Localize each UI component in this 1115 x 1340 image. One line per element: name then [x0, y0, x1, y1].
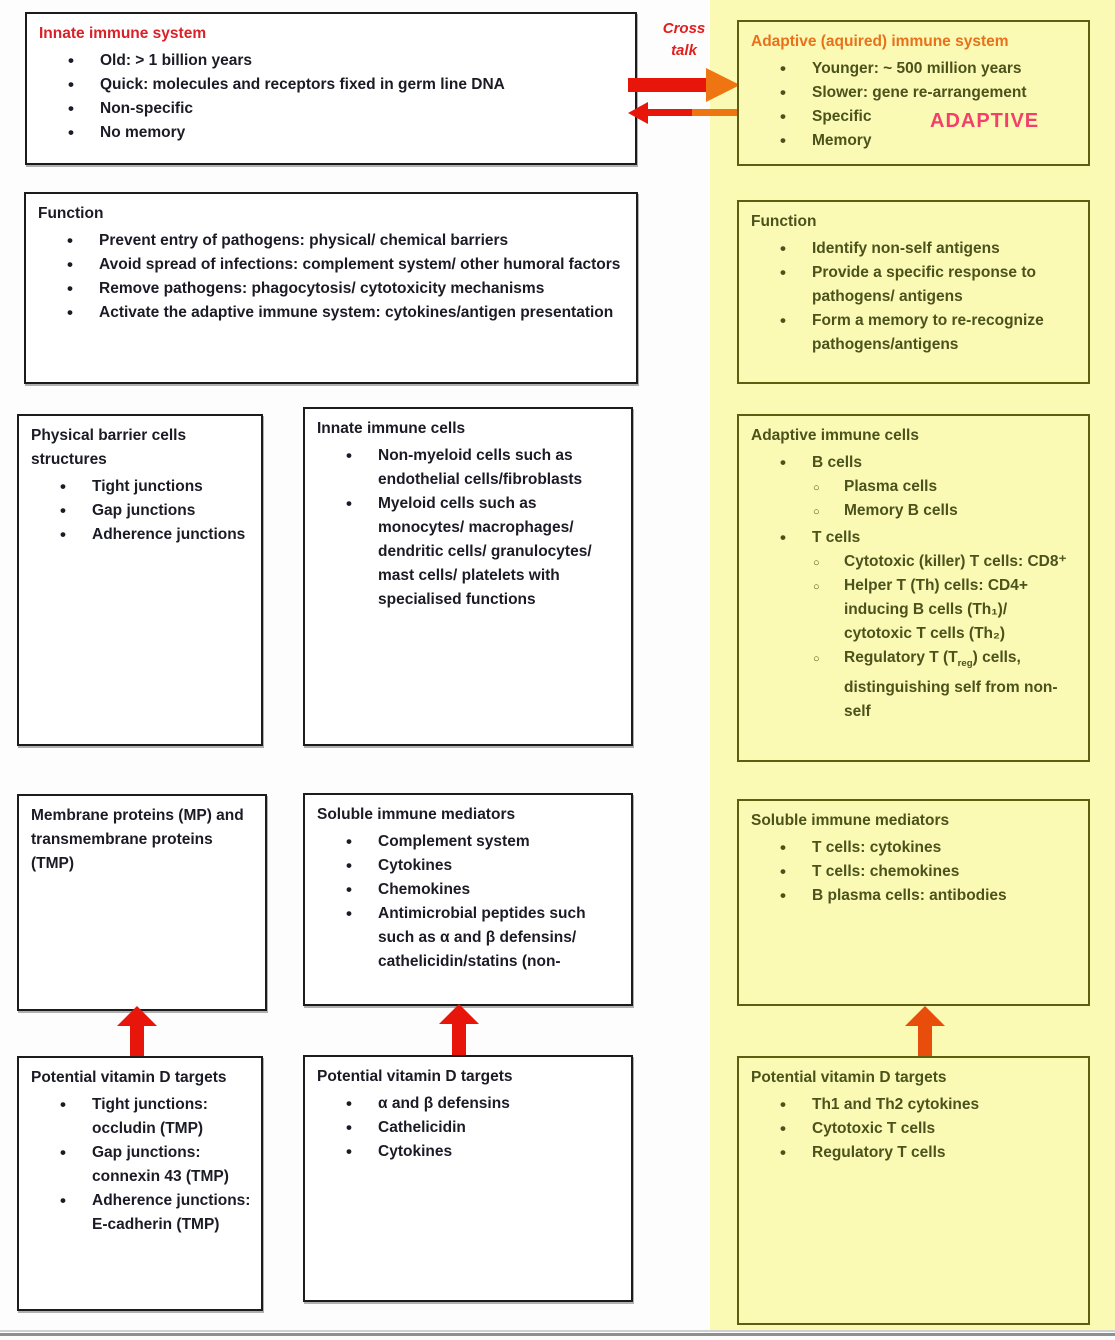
- list-item: • Specific: [767, 105, 1078, 129]
- list-item: • Adherence junctions: [47, 523, 251, 547]
- adaptive-cells-list: [739, 451, 1088, 475]
- innate-cells-title: Innate immune cells: [317, 420, 466, 437]
- list-item: • No memory: [55, 121, 625, 145]
- list-item: • α and β defensins: [333, 1092, 621, 1116]
- physical-barrier-title: Physical barrier cells structures: [31, 427, 187, 468]
- soluble-mediators-adaptive-title: Soluble immune mediators: [751, 812, 950, 829]
- innate-system-list: [27, 49, 635, 145]
- vitd-targets-right-title: Potential vitamin D targets: [751, 1069, 947, 1086]
- vitd-arrow-up-right-icon: [903, 1006, 947, 1058]
- list-item: • Adherence junctions: E-cadherin (TMP): [47, 1189, 251, 1237]
- list-item: ○ Plasma cells: [801, 475, 1084, 499]
- list-item: • Th1 and Th2 cytokines: [767, 1093, 1078, 1117]
- vitd-targets-middle-title: Potential vitamin D targets: [317, 1068, 513, 1085]
- vitd-targets-right-list: [739, 1093, 1088, 1165]
- list-item: ○ Cytotoxic (killer) T cells: CD8⁺: [801, 550, 1084, 574]
- list-item: • Gap junctions: connexin 43 (TMP): [47, 1141, 251, 1189]
- innate-system-box: [25, 12, 637, 165]
- list-item: • Tight junctions: occludin (TMP): [47, 1093, 251, 1141]
- bottom-divider-light: [0, 1330, 1115, 1332]
- treg-post: ) cells, distinguishing self from non-self: [844, 649, 1058, 721]
- adaptive-system-box: [737, 20, 1090, 166]
- innate-function-title: Function: [38, 205, 104, 222]
- physical-barrier-list: [19, 475, 261, 547]
- list-item: • Form a memory to re-recognize pathogens/antigens: [767, 309, 1078, 357]
- adaptive-function-box: [737, 200, 1090, 384]
- membrane-proteins-box: [17, 794, 267, 1011]
- cross-talk-line1: Cross: [662, 20, 706, 37]
- vitd-targets-middle-list: [305, 1092, 631, 1164]
- list-item: • Provide a specific response to pathogens/ antigens: [767, 261, 1078, 309]
- list-item: • Cytokines: [333, 1140, 621, 1164]
- membrane-proteins-title: Membrane proteins (MP) and transmembrane proteins (TMP): [31, 807, 244, 872]
- list-item: • Non-specific: [55, 97, 625, 121]
- list-item: • Identify non-self antigens: [767, 237, 1078, 261]
- vitd-targets-middle-box: [303, 1055, 633, 1302]
- soluble-mediators-adaptive-list: [739, 836, 1088, 908]
- t-cells-sublist: [739, 550, 1088, 724]
- list-item: • Tight junctions: [47, 475, 251, 499]
- list-item: • Complement system: [333, 830, 621, 854]
- vitd-targets-right-box: [737, 1056, 1090, 1325]
- cross-talk-arrow-left-icon: [628, 100, 740, 126]
- vitd-targets-left-list: [19, 1093, 261, 1237]
- list-item: ○ Memory B cells: [801, 499, 1084, 523]
- innate-system-title: Innate immune system: [39, 25, 207, 42]
- list-item: ○ Helper T (Th) cells: CD4+ inducing B cells (Th₁)/ cytotoxic T cells (Th₂): [801, 574, 1084, 646]
- treg-pre: Regulatory T (T: [844, 649, 958, 666]
- vitd-arrow-up-middle-icon: [437, 1004, 481, 1058]
- list-item: • Regulatory T cells: [767, 1141, 1078, 1165]
- list-item: • Gap junctions: [47, 499, 251, 523]
- list-item: • T cells: chemokines: [767, 860, 1078, 884]
- list-item: • Antimicrobial peptides such such as α and β defensins/ cathelicidin/statins (non-: [333, 902, 621, 974]
- list-item: • Old: > 1 billion years: [55, 49, 625, 73]
- soluble-mediators-innate-list: [305, 830, 631, 974]
- list-item: • Memory: [767, 129, 1078, 153]
- list-item: • Myeloid cells such as monocytes/ macrophages/ dendritic cells/ granulocytes/ mast cells/ platelets with specialised functions: [333, 492, 621, 612]
- bottom-divider-dark: [0, 1333, 1115, 1336]
- list-item: • Avoid spread of infections: complement system/ other humoral factors: [54, 253, 626, 277]
- list-item: • Cathelicidin: [333, 1116, 621, 1140]
- soluble-mediators-innate-box: [303, 793, 633, 1006]
- innate-function-box: [24, 192, 638, 384]
- list-item: • Prevent entry of pathogens: physical/ chemical barriers: [54, 229, 626, 253]
- cross-talk-label: [645, 18, 723, 62]
- adaptive-function-list: [739, 237, 1088, 357]
- list-item: • Slower: gene re-arrangement: [767, 81, 1078, 105]
- innate-cells-box: [303, 407, 633, 746]
- list-item: • Remove pathogens: phagocytosis/ cytotoxicity mechanisms: [54, 277, 626, 301]
- adaptive-cells-title: Adaptive immune cells: [751, 427, 919, 444]
- list-item: • Quick: molecules and receptors fixed in germ line DNA: [55, 73, 625, 97]
- list-item: • Cytokines: [333, 854, 621, 878]
- vitd-targets-left-box: [17, 1056, 263, 1311]
- soluble-mediators-innate-title: Soluble immune mediators: [317, 806, 516, 823]
- adaptive-watermark: ADAPTIVE: [930, 110, 1040, 132]
- list-item: • Chemokines: [333, 878, 621, 902]
- list-item: [801, 646, 1084, 724]
- treg-subscript: reg: [957, 658, 973, 670]
- adaptive-cells-list: [739, 526, 1088, 550]
- list-item: • T cells: cytokines: [767, 836, 1078, 860]
- list-item: • Cytotoxic T cells: [767, 1117, 1078, 1141]
- innate-function-list: [26, 229, 636, 325]
- adaptive-system-list: [739, 57, 1088, 153]
- physical-barrier-box: [17, 414, 263, 746]
- list-item: • Younger: ~ 500 million years: [767, 57, 1078, 81]
- list-item: • B cells: [767, 451, 1078, 475]
- list-item: • B plasma cells: antibodies: [767, 884, 1078, 908]
- soluble-mediators-adaptive-box: [737, 799, 1090, 1006]
- list-item: • Non-myeloid cells such as endothelial cells/fibroblasts: [333, 444, 621, 492]
- vitd-arrow-up-left-icon: [115, 1006, 159, 1058]
- list-item: • T cells: [767, 526, 1078, 550]
- vitd-targets-left-title: Potential vitamin D targets: [31, 1069, 227, 1086]
- list-item: • Activate the adaptive immune system: cytokines/antigen presentation: [54, 301, 626, 325]
- adaptive-system-title: Adaptive (aquired) immune system: [751, 33, 1009, 50]
- adaptive-cells-box: [737, 414, 1090, 762]
- innate-cells-list: [305, 444, 631, 612]
- cross-talk-line2: talk: [671, 42, 697, 59]
- adaptive-function-title: Function: [751, 213, 817, 230]
- b-cells-sublist: [739, 475, 1088, 523]
